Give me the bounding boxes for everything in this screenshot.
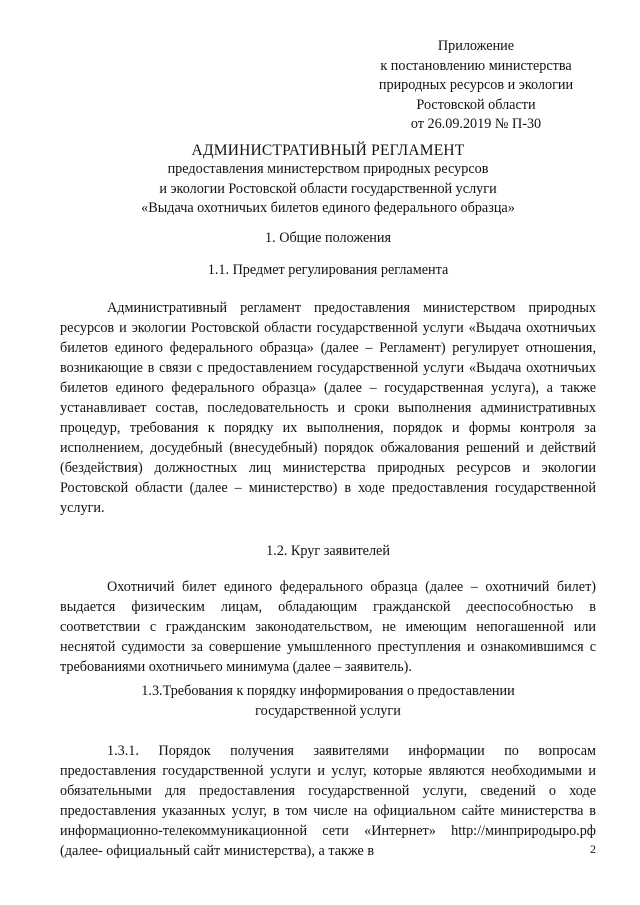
paragraph-information: 1.3.1. Порядок получения заявителями информации по вопросам предоставления государственной услуги и услуг, которые являются необходимыми и обязательными для предоставления государственной услуги, сведений о ходе предоставления указанных услуг, в том числе на официальном сайте министерства в информационно-телекоммуникационной сети «Интернет» http://минприродыро.рф (далее- официальный сайт министерства), а также в: [60, 743, 596, 859]
subtitle-line: «Выдача охотничьих билетов единого федерального образца»: [141, 200, 515, 216]
appendix-line: к постановлению министерства: [380, 57, 572, 74]
appendix-line: природных ресурсов и экологии: [378, 77, 574, 93]
appendix-header: [356, 37, 596, 135]
page-number: 2: [590, 842, 596, 856]
document-subtitle: [60, 160, 596, 219]
subsection-heading-applicants: 1.2. Круг заявителей: [266, 543, 390, 559]
heading-line: государственной услуги: [255, 702, 401, 719]
appendix-line: Приложение: [437, 38, 515, 54]
paragraph-subject: Административный регламент предоставления министерством природных ресурсов и экологии Ростовской области государственной услуги «Выдача охотничьих билетов единого федерального образца» (далее – Регламент) регулирует отношения, возникающие в связи с предоставлением государственной услуги «Выдача охотничьих билетов единого федерального образца» (далее – государственная услуга), а также устанавливает состав, последовательность и сроки выполнения административных процедур, требования к порядку их выполнения, порядок и формы контроля за исполнением, досудебный (внесудебный) порядок обжалования решений и действий (бездействия) должностных лиц министерства природных ресурсов и экологии Ростовской области (далее – министерство) в ходе предоставления государственной услуги.: [60, 300, 596, 516]
subtitle-line: и экологии Ростовской области государственной услуги: [159, 180, 497, 197]
appendix-line: от 26.09.2019 № П-30: [410, 116, 542, 132]
section-heading: 1. Общие положения: [265, 230, 391, 246]
document-title: АДМИНИСТРАТИВНЫЙ РЕГЛАМЕНТ: [191, 142, 465, 159]
subsection-heading: 1.1. Предмет регулирования регламента: [207, 262, 449, 278]
appendix-line: Ростовской области: [416, 96, 536, 113]
heading-line: 1.3.Требования к порядку информирования о предоставлении: [141, 683, 515, 699]
paragraph-applicants: Охотничий билет единого федерального образца (далее – охотничий билет) выдается физическим лицам, обладающим гражданской дееспособностью в соответствии с гражданским законодательством, не имеющим непогашенной или неснятой судимости за совершение умышленного преступления и ознакомившимся с требованиями охотничьего минимума (далее – заявитель).: [60, 579, 596, 675]
subsection-heading-information: [60, 682, 596, 721]
subtitle-line: предоставления министерством природных ресурсов: [167, 161, 489, 177]
